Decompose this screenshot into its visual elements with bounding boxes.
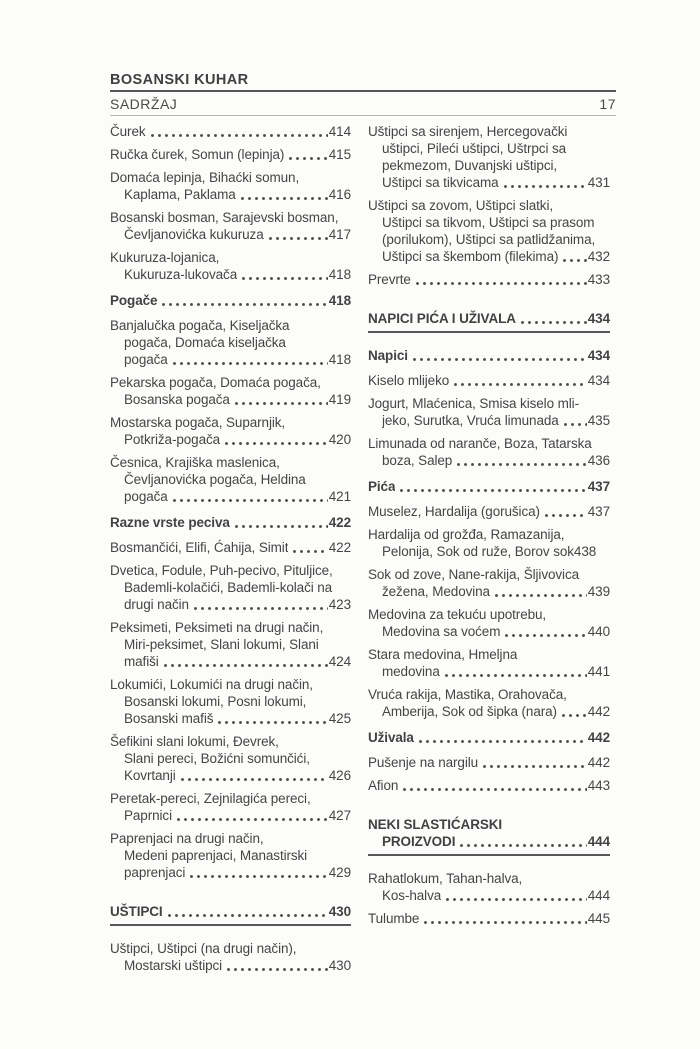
- toc-entry: [368, 870, 610, 904]
- toc-columns: [110, 123, 616, 980]
- toc-entry-text: Pekarska pogača, Domaća pogača,: [110, 375, 321, 390]
- toc-entry-text: Šefikini slani lokumi, Đevrek,: [110, 734, 279, 749]
- toc-entry-text: NEKI SLASTIĆARSKI: [368, 817, 503, 832]
- toc-entry-text: Potkriža-pogača: [124, 432, 221, 447]
- page-content: [110, 72, 616, 980]
- toc-entry-text: PROIZVODI: [382, 834, 456, 849]
- page-number: 17: [599, 96, 616, 112]
- toc-entry: [110, 733, 351, 784]
- toc-entry-text: Slani pereci, Božićni somunčići,: [124, 751, 310, 766]
- toc-entry: [368, 123, 610, 191]
- toc-subheading: [368, 347, 610, 364]
- contents-label: SADRŽAJ: [110, 96, 178, 112]
- toc-page-number: 431: [587, 175, 610, 190]
- dot-leader: [454, 383, 587, 386]
- toc-column-right: [368, 123, 610, 933]
- dot-leader: [173, 362, 328, 365]
- toc-entry: [110, 790, 351, 824]
- toc-entry-text: Bosanski lokumi, Posni lokumi,: [124, 694, 307, 709]
- book-title: BOSANSKI KUHAR: [110, 72, 249, 88]
- toc-page-number: 417: [328, 227, 351, 242]
- toc-entry: [368, 566, 610, 600]
- toc-entry-text: pogača: [124, 489, 168, 504]
- toc-entry-text: boza, Salep: [382, 453, 453, 468]
- toc-entry-text: uštipci, Pileći uštipci, Uštrpci sa: [382, 141, 567, 156]
- toc-entry-text: Pušenje na nargilu: [368, 755, 479, 770]
- dot-leader: [545, 514, 587, 517]
- toc-entry: [110, 317, 351, 368]
- section-heading-rule: [368, 331, 610, 333]
- toc-entry-text: Lokumići, Lokumići na drugi način,: [110, 677, 313, 692]
- dot-leader: [151, 134, 328, 137]
- toc-entry-text: Uštipci sa sirenjem, Hercegovački: [368, 124, 568, 139]
- dot-leader: [194, 607, 328, 610]
- toc-entry-text: Limunada od naranče, Boza, Tatarska: [368, 436, 592, 451]
- toc-page-number: 418: [328, 293, 351, 308]
- toc-entry-text: Sok od zove, Nane-rakija, Šljivovica: [368, 567, 579, 582]
- toc-page-number: 437: [587, 479, 610, 494]
- dot-leader: [460, 844, 586, 847]
- dot-leader: [521, 321, 587, 324]
- toc-page-number: 441: [587, 664, 610, 679]
- dot-leader: [403, 788, 586, 791]
- toc-page-number: 444: [587, 888, 610, 903]
- dot-leader: [446, 898, 587, 901]
- toc-page-number: 442: [587, 755, 610, 770]
- toc-page-number: 430: [328, 904, 351, 919]
- dot-leader: [416, 282, 587, 285]
- toc-entry: [110, 209, 351, 243]
- toc-entry-text: pekmezom, Duvanjski uštipci,: [382, 158, 558, 173]
- toc-entry-text: Uštipci, Uštipci (na drugi način),: [110, 941, 297, 956]
- dot-leader: [293, 550, 327, 553]
- toc-entry-text: jeko, Surutka, Vruća limunada: [382, 413, 559, 428]
- toc-entry-text: Bademli-kolačići, Bademli-kolači na: [124, 580, 333, 595]
- toc-entry-text: Mostarska pogača, Suparnjik,: [110, 415, 286, 430]
- toc-entry: [110, 539, 351, 556]
- dot-leader: [289, 157, 327, 160]
- toc-page-number: 442: [587, 704, 610, 719]
- toc-section-heading: [110, 903, 351, 926]
- toc-page-number: 429: [328, 865, 351, 880]
- toc-page-number: 427: [328, 808, 351, 823]
- toc-entry-text: Mostarski uštipci: [124, 958, 223, 973]
- dot-leader: [564, 423, 587, 426]
- toc-page-number: 437: [587, 504, 610, 519]
- dot-leader: [218, 721, 327, 724]
- dot-leader: [227, 968, 328, 971]
- toc-entry-text: Ručka čurek, Somun (lepinja): [110, 147, 285, 162]
- dot-leader: [181, 778, 328, 781]
- toc-entry-text: Miri-peksimet, Slani lokumi, Slani: [124, 637, 319, 652]
- toc-entry-text: Medeni paprenjaci, Manastirski: [124, 848, 308, 863]
- toc-entry-text: Čevljanovićka kukuruza: [124, 227, 264, 242]
- toc-entry-text: žežena, Medovina: [382, 584, 490, 599]
- dot-leader: [563, 259, 586, 262]
- toc-entry-text: Dvetica, Fodule, Puh-pecivo, Pituljice,: [110, 563, 333, 578]
- toc-section-heading: [368, 816, 610, 856]
- toc-page-number: 415: [328, 147, 351, 162]
- toc-page-number: 434: [587, 373, 610, 388]
- toc-entry-text: Muselez, Hardalija (gorušica): [368, 504, 540, 519]
- toc-page-number: 443: [587, 778, 610, 793]
- toc-entry: [368, 435, 610, 469]
- toc-entry-text: Uštipci sa tikvicama: [382, 175, 499, 190]
- dot-leader: [457, 463, 587, 466]
- toc-page-number: 423: [328, 597, 351, 612]
- toc-entry-text: Prevrte: [368, 272, 411, 287]
- toc-entry-text: Bosanska pogača: [124, 392, 230, 407]
- toc-page-number: 424: [328, 654, 351, 669]
- toc-entry-text: Bosanski bosman, Sarajevski bosman,: [110, 210, 339, 225]
- toc-entry-text: pogača, Domaća kiseljačka: [124, 335, 286, 350]
- dot-leader: [562, 714, 587, 717]
- toc-entry-text: Pelonija, Sok od ruže, Borov sok: [382, 544, 574, 559]
- dot-leader: [483, 765, 587, 768]
- dot-leader: [177, 818, 328, 821]
- toc-section-heading: [368, 310, 610, 333]
- toc-entry: [110, 123, 351, 140]
- toc-entry-text: Kaplama, Paklama: [124, 187, 236, 202]
- toc-page-number: 421: [328, 489, 351, 504]
- section-heading-rule: [110, 924, 351, 926]
- toc-entry-text: Kukuruza-lukovača: [124, 267, 238, 282]
- dot-leader: [504, 185, 587, 188]
- dot-leader: [505, 634, 586, 637]
- dot-leader: [168, 914, 328, 917]
- dot-leader: [162, 303, 327, 306]
- toc-entry-text: Vruća rakija, Mastika, Orahovača,: [368, 687, 567, 702]
- contents-header-rule: [110, 115, 616, 116]
- dot-leader: [419, 740, 587, 743]
- toc-page-number: 433: [587, 272, 610, 287]
- toc-entry-text: Domaća lepinja, Bihaćki somun,: [110, 170, 300, 185]
- toc-entry-text: Kiselo mlijeko: [368, 373, 450, 388]
- toc-column-left: [110, 123, 351, 980]
- toc-entry: [110, 562, 351, 613]
- toc-entry-text: Uštipci sa tikvom, Uštipci sa prasom: [382, 215, 595, 230]
- header-rule: [110, 90, 616, 92]
- toc-entry-text: Medovina za tekuću upotrebu,: [368, 607, 547, 622]
- toc-entry-text: pogača: [124, 352, 168, 367]
- dot-leader: [242, 277, 328, 280]
- dot-leader: [241, 197, 328, 200]
- toc-entry-text: Tulumbe: [368, 911, 420, 926]
- toc-entry-text: Stara medovina, Hmeljna: [368, 647, 518, 662]
- toc-entry-text: Bosmančići, Elifi, Ćahija, Simit: [110, 540, 289, 555]
- toc-entry: [368, 777, 610, 794]
- toc-entry-text: Pića: [368, 479, 396, 494]
- toc-entry-text: Medovina sa voćem: [382, 624, 501, 639]
- toc-page-number: 434: [587, 348, 610, 363]
- toc-entry-text: Uživala: [368, 730, 414, 745]
- toc-page-number: 434: [587, 311, 610, 326]
- toc-entry-text: Kovrtanji: [124, 768, 176, 783]
- dot-leader: [164, 664, 328, 667]
- toc-entry-text: Napici: [368, 348, 408, 363]
- dot-leader: [495, 594, 587, 597]
- contents-header-row: [110, 96, 616, 112]
- toc-entry: [368, 526, 610, 560]
- toc-entry-text: Peksimeti, Peksimeti na drugi način,: [110, 620, 324, 635]
- toc-page-number: 435: [587, 413, 610, 428]
- toc-entry-text: mafiši: [124, 654, 159, 669]
- toc-subheading: [368, 729, 610, 746]
- toc-subheading: [110, 514, 351, 531]
- toc-entry: [110, 454, 351, 505]
- toc-entry: [110, 940, 351, 974]
- toc-entry-text: paprenjaci: [124, 865, 186, 880]
- toc-page-number: 420: [328, 432, 351, 447]
- toc-entry-text: (porilukom), Uštipci sa patlidžanima,: [382, 232, 596, 247]
- toc-entry: [368, 503, 610, 520]
- toc-entry: [368, 395, 610, 429]
- section-heading-rule: [368, 854, 610, 856]
- toc-entry-text: Peretak-pereci, Zejnilagića pereci,: [110, 791, 311, 806]
- toc-page-number: 442: [587, 730, 610, 745]
- toc-entry-text: Jogurt, Mlaćenica, Smisa kiselo mli-: [368, 396, 579, 411]
- toc-page-number: 438: [573, 544, 597, 559]
- toc-entry: [110, 676, 351, 727]
- toc-page-number: 439: [587, 584, 610, 599]
- toc-page-number: 414: [328, 124, 351, 139]
- toc-entry-text: Kukuruza-lojanica,: [110, 250, 220, 265]
- dot-leader: [413, 358, 587, 361]
- toc-entry-text: Banjalučka pogača, Kiseljačka: [110, 318, 290, 333]
- toc-entry: [110, 374, 351, 408]
- toc-page-number: 436: [587, 453, 610, 468]
- toc-entry-text: Uštipci sa zovom, Uštipci slatki,: [368, 198, 553, 213]
- dot-leader: [445, 674, 587, 677]
- dot-leader: [173, 499, 328, 502]
- toc-entry-text: Česnica, Krajiška maslenica,: [110, 455, 280, 470]
- toc-entry-text: Hardalija od grožđa, Ramazanija,: [368, 527, 565, 542]
- toc-entry-text: UŠTIPCI: [110, 904, 163, 919]
- toc-entry-text: Afion: [368, 778, 399, 793]
- toc-entry: [110, 146, 351, 163]
- toc-entry-text: Razne vrste peciva: [110, 515, 230, 530]
- toc-page-number: 425: [328, 711, 351, 726]
- toc-entry-text: Bosanski mafiš: [124, 711, 214, 726]
- toc-page-number: 422: [328, 540, 351, 555]
- toc-entry: [110, 249, 351, 283]
- dot-leader: [190, 875, 327, 878]
- toc-page-number: 418: [328, 352, 351, 367]
- toc-entry: [368, 271, 610, 288]
- toc-entry: [368, 910, 610, 927]
- toc-entry: [110, 414, 351, 448]
- toc-entry: [368, 646, 610, 680]
- toc-entry: [110, 169, 351, 203]
- toc-subheading: [110, 292, 351, 309]
- toc-page-number: 419: [328, 392, 351, 407]
- toc-entry-text: drugi način: [124, 597, 189, 612]
- toc-page-number: 416: [328, 187, 351, 202]
- toc-entry: [368, 754, 610, 771]
- toc-entry-text: Paprenjaci na drugi način,: [110, 831, 264, 846]
- dot-leader: [235, 402, 328, 405]
- toc-entry: [368, 606, 610, 640]
- toc-entry-text: Uštipci sa škembom (filekima): [382, 249, 559, 264]
- toc-entry-text: Rahatlokum, Tahan-halva,: [368, 871, 523, 886]
- toc-entry-text: Čevljanovićka pogača, Heldina: [124, 472, 306, 487]
- dot-leader: [225, 442, 328, 445]
- toc-page-number: 418: [328, 267, 351, 282]
- toc-page-number: 432: [587, 249, 610, 264]
- toc-entry-text: NAPICI PIĆA I UŽIVALA: [368, 311, 516, 326]
- toc-page-number: 426: [328, 768, 351, 783]
- toc-entry-text: Amberija, Sok od šipka (nara): [382, 704, 557, 719]
- toc-entry: [110, 619, 351, 670]
- toc-page-number: 444: [587, 834, 610, 849]
- toc-entry: [110, 830, 351, 881]
- toc-subheading: [368, 478, 610, 495]
- toc-entry: [368, 686, 610, 720]
- toc-entry-text: Pogače: [110, 293, 158, 308]
- dot-leader: [269, 237, 328, 240]
- toc-page-number: 445: [587, 911, 610, 926]
- toc-entry-text: Kos-halva: [382, 888, 442, 903]
- toc-entry-text: medovina: [382, 664, 440, 679]
- toc-entry-text: Čurek: [110, 124, 146, 139]
- toc-page-number: 440: [587, 624, 610, 639]
- dot-leader: [400, 489, 586, 492]
- toc-entry: [368, 197, 610, 265]
- dot-leader: [235, 525, 328, 528]
- toc-entry: [368, 372, 610, 389]
- toc-entry-text: Paprnici: [124, 808, 172, 823]
- toc-page-number: 422: [328, 515, 351, 530]
- dot-leader: [424, 921, 586, 924]
- toc-page-number: 430: [328, 958, 351, 973]
